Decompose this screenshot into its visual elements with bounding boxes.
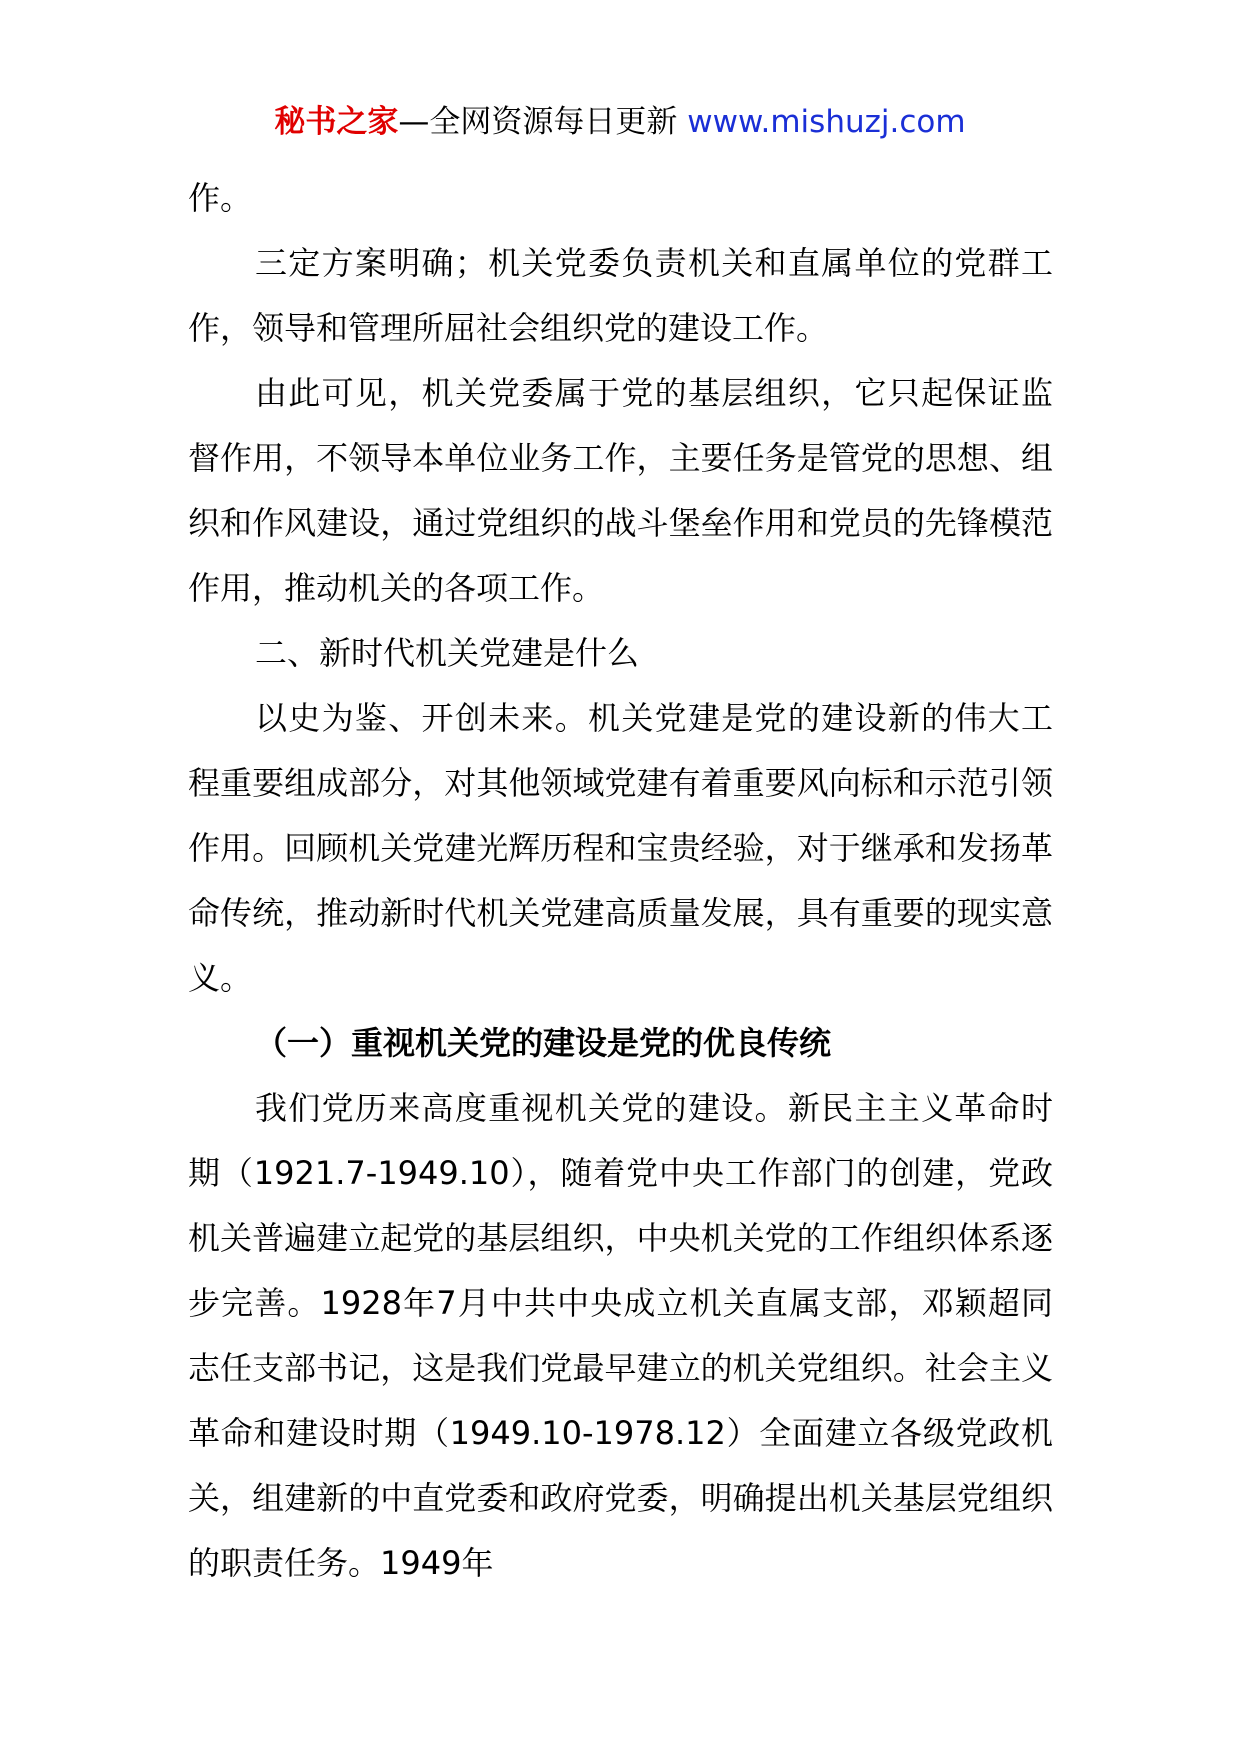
paragraph: 由此可见，机关党委属于党的基层组织，它只起保证监督作用，不领导本单位业务工作，主要任务是管党的思想、组织和作风建设，通过党组织的战斗堡垒作用和党员的先锋模范作用，推动机关的各项工作。 [188,374,1053,607]
paragraph: 以史为鉴、开创未来。机关党建是党的建设新的伟大工程重要组成部分，对其他领域党建有着重要风向标和示范引领作用。回顾机关党建光辉历程和宝贵经验，对于继承和发扬革命传统，推动新时代机关党建高质量发展，具有重要的现实意义。 [188,699,1053,997]
document-body [188,166,1053,1596]
paragraph: 我们党历来高度重视机关党的建设。新民主主义革命时期（1921.7-1949.10），随着党中央工作部门的创建，党政机关普遍建立起党的基层组织，中央机关党的工作组织体系逐步完善。1928年7月中共中央成立机关直属支部，邓颖超同志任支部书记，这是我们党最早建立的机关党组织。社会主义革命和建设时期（1949.10-1978.12）全面建立各级党政机关，组建新的中直党委和政府党委，明确提出机关基层党组织的职责任务。1949年 [188,1089,1053,1582]
site-tagline: —全网资源每日更新 [398,104,678,140]
section-heading: 二、新时代机关党建是什么 [255,634,640,672]
paragraph-continuation: 作。 [188,179,253,217]
subsection-heading: （一）重视机关党的建设是党的优良传统 [255,1024,832,1062]
site-brand: 秘书之家 [274,104,399,140]
page-header [0,100,1240,144]
paragraph: 三定方案明确；机关党委负责机关和直属单位的党群工作，领导和管理所屈社会组织党的建设工作。 [188,244,1053,347]
site-url-link[interactable]: www.mishuzj.com [687,104,966,140]
